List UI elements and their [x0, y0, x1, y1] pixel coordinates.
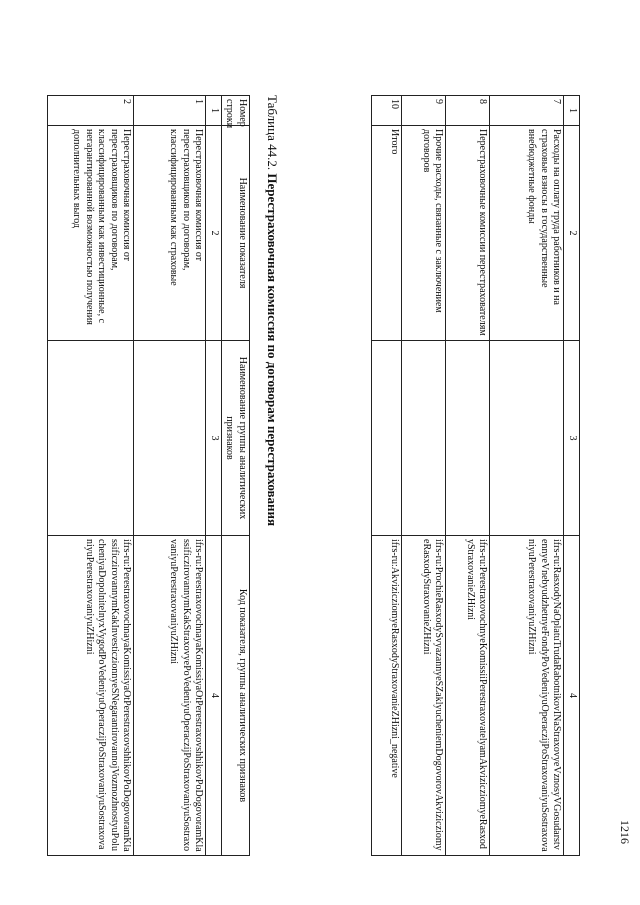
row-number: 9	[402, 96, 446, 126]
column-number: 3	[564, 341, 580, 536]
row-group	[134, 341, 206, 536]
row-name: Итого	[372, 126, 402, 341]
row-code: ifrs-ru:AkvizicziomyeRasxodyStraxovanieZHizni_negative	[372, 536, 402, 856]
table-caption	[264, 95, 280, 526]
row-group	[402, 341, 446, 536]
row-number: 10	[372, 96, 402, 126]
caption-title: Перестраховочная комиссия по договорам перестрахования	[265, 173, 280, 527]
table-row	[402, 96, 446, 856]
table-row	[134, 96, 206, 856]
row-name: Перестраховочные комиссии перестрахователям	[446, 126, 490, 341]
row-code: ifrs-ru:ProchieRasxodySvyazannyeSZaklyucheniemDogovorovAkvizicziomyeRasxodyStraxovanieZHizni	[402, 536, 446, 856]
table-44-1-continuation	[372, 95, 581, 856]
row-name: Перестраховочная комиссия от перестраховщиков по договорам, классифицированным как страховые	[134, 126, 206, 341]
row-number: 8	[446, 96, 490, 126]
column-number-row	[206, 96, 222, 856]
table-row	[372, 96, 402, 856]
table-row	[48, 96, 134, 856]
table-44-2	[48, 95, 251, 856]
row-code: ifrs-ru:RasxodyNaOplatuTrudaRabotnikovINaStraxovyeVznosyVGosudarstvennyeVnebyudzhetnyeFondyPoVedeniyuOperaczijPoStraxovaniyuSostraxovaniyuPerestraxovaniyuZHizni	[490, 536, 564, 856]
column-number: 2	[206, 126, 222, 341]
table-row	[446, 96, 490, 856]
row-group	[446, 341, 490, 536]
column-header: Код показателя, группы аналитических признаков	[222, 536, 250, 856]
row-code: ifrs-ru:PerestraxovochnyeKomissiiPerestraxovatelyamAkvizicziomyeRasxodyStraxovanieZHizni	[446, 536, 490, 856]
column-number: 1	[206, 96, 222, 126]
page-number: 1216	[618, 820, 632, 844]
row-number: 1	[134, 96, 206, 126]
column-number: 3	[206, 341, 222, 536]
row-number: 7	[490, 96, 564, 126]
row-name: Перестраховочная комиссия от перестраховщиков по договорам, классифицированным как инвестиционные, с негарантированной возможностью получения дополнительных выгод	[48, 126, 134, 341]
row-group	[490, 341, 564, 536]
column-number-row	[564, 96, 580, 856]
table-row	[490, 96, 564, 856]
row-code: ifrs-ru:PerestraxovochnayaKomissiyaOtPerestraxovshhikovPoDogovoramKlassificzirovannymKakStraxovyePoVedeniyuOperaczijPoStraxovaniyuSostraxovaniyuPerestraxovaniyuZHizni	[134, 536, 206, 856]
caption-prefix: Таблица 44.2.	[265, 95, 280, 171]
header-row	[222, 96, 250, 856]
row-name: Расходы на оплату труда работников и на страховые взносы в государственные внебюджетные фонды	[490, 126, 564, 341]
row-number: 2	[48, 96, 134, 126]
row-name: Прочие расходы, связанные с заключением договоров	[402, 126, 446, 341]
column-header: Наименование группы аналитических признаков	[222, 341, 250, 536]
row-code: ifrs-ru:PerestraxovochnayaKomissiyaOtPerestraxovshhikovPoDogovoramKlassificzirovannymKakInvesticzionnyeSNegarantirovannojVozmozhnostyuPolucheniyaDopolnitelnyxVygodPoVedeniyuOperaczijPoStraxovaniyuSostraxovaniyuPerestraxovaniyuZHizni	[48, 536, 134, 856]
column-number: 1	[564, 96, 580, 126]
row-group	[372, 341, 402, 536]
column-number: 4	[564, 536, 580, 856]
column-number: 4	[206, 536, 222, 856]
column-header: Наименование показателя	[222, 126, 250, 341]
row-group	[48, 341, 134, 536]
column-number: 2	[564, 126, 580, 341]
column-header: Номер строки	[222, 96, 250, 126]
